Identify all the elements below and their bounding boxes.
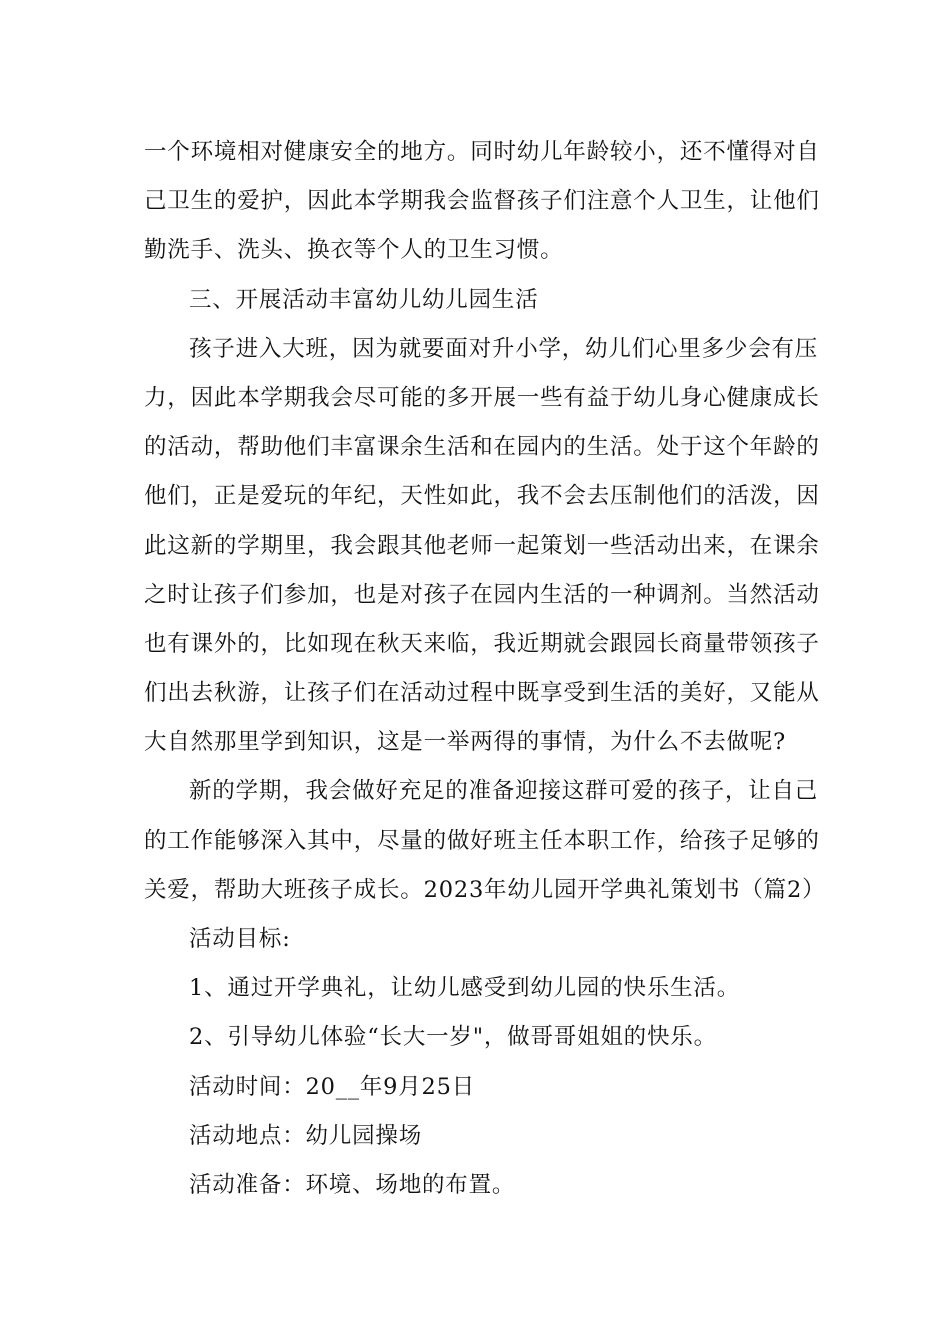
- body-text: [144, 128, 826, 1210]
- text-line: 也有课外的，比如现在秋天来临，我近期就会跟园长商量带领孩子: [144, 630, 820, 657]
- text-line: 一个环境相对健康安全的地方。同时幼儿年龄较小，还不懂得对自: [144, 139, 820, 165]
- text-line: 己卫生的爱护，因此本学期我会监督孩子们注意个人卫生，让他们: [144, 188, 820, 215]
- text-line: 关爱，帮助大班孩子成长。2023年幼儿园开学典礼策划书（篇2）: [144, 876, 826, 903]
- text-line: 的活动，帮助他们丰富课余生活和在园内的生活。处于这个年龄的: [144, 434, 820, 461]
- text-line: 他们，正是爱玩的年纪，天性如此，我不会去压制他们的活泼，因: [144, 483, 820, 510]
- section-heading: 三、开展活动丰富幼儿幼儿园生活: [189, 286, 539, 313]
- text-line: 大自然那里学到知识，这是一举两得的事情，为什么不去做呢?: [144, 729, 786, 756]
- text-line: 的工作能够深入其中，尽量的做好班主任本职工作，给孩子足够的: [144, 827, 820, 854]
- text-line: 勤洗手、洗头、换衣等个人的卫生习惯。: [144, 237, 564, 264]
- text-line: 们出去秋游，让孩子们在活动过程中既享受到生活的美好，又能从: [144, 680, 820, 707]
- text-line: 之时让孩子们参加，也是对孩子在园内生活的一种调剂。当然活动: [144, 581, 820, 608]
- text-line: 此这新的学期里，我会跟其他老师一起策划一些活动出来，在课余: [144, 532, 820, 559]
- text-line: 孩子进入大班，因为就要面对升小学，幼儿们心里多少会有压: [189, 335, 819, 362]
- text-line: 1、通过开学典礼，让幼儿感受到幼儿园的快乐生活。: [189, 975, 741, 1002]
- text-line: 活动时间：20__年9月25日: [189, 1073, 476, 1100]
- text-line: 新的学期，我会做好充足的准备迎接这群可爱的孩子，让自己: [189, 778, 819, 805]
- text-line: 力，因此本学期我会尽可能的多开展一些有益于幼儿身心健康成长: [144, 384, 820, 411]
- text-line: 活动地点：幼儿园操场: [189, 1122, 423, 1149]
- text-line: 活动准备：环境、场地的布置。: [189, 1171, 516, 1198]
- text-line: 活动目标:: [189, 926, 291, 952]
- text-line: 2、引导幼儿体验“长大一岁"，做哥哥姐姐的快乐。: [189, 1024, 717, 1051]
